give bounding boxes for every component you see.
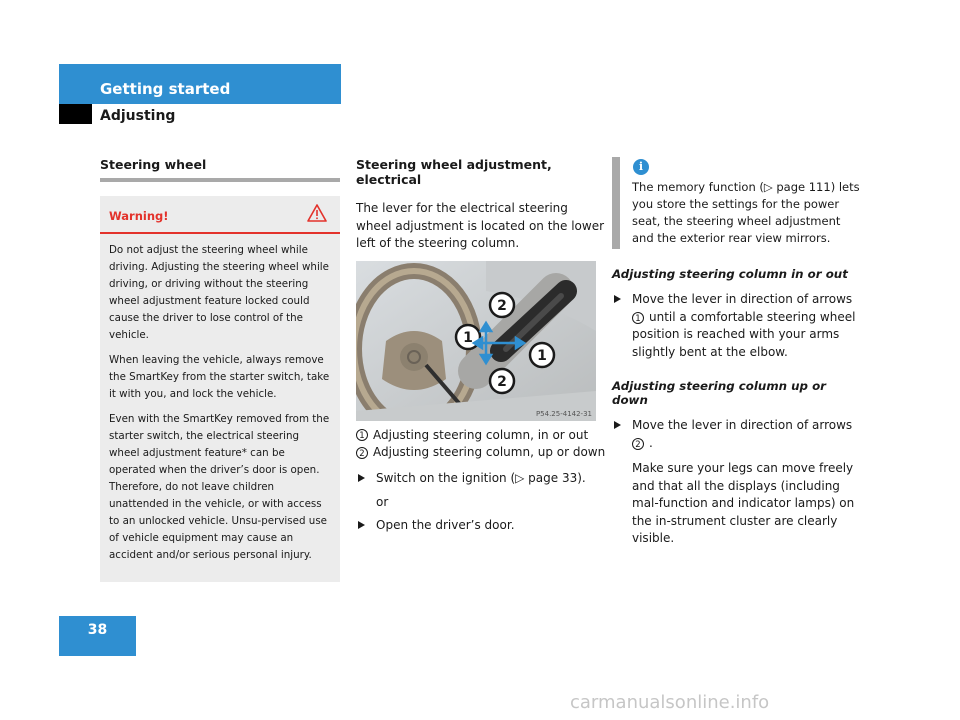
step-up-down-number: 2 [632,438,644,450]
step-in-out-number: 1 [632,312,644,324]
up-down-heading: Adjusting steering column up or down [612,379,826,407]
up-down-note: Make sure your legs can move freely and that all the displays (including mal-function and indicator lamps) on the in-strument cluster are clearly visible. [632,461,855,545]
steering-column-photo [356,261,596,421]
caption-2-number: 2 [356,447,368,459]
adjustment-heading: Steering wheel adjustment, electrical [356,157,552,187]
caption-1 [356,427,606,445]
page-number-box [59,616,136,656]
info-bar [612,157,620,249]
photo-callout-2-bottom: 2 [497,373,507,390]
caption-2 [356,444,606,462]
caption-1-text: Adjusting steering column, in or out [373,427,589,442]
info-note [612,157,862,249]
warning-paragraph-1: Do not adjust the steering wheel while driving. Adjusting the steering wheel while driving, or driving without the steering wheel adjustment feature locked could cause the driver to lose control of the vehicle. [109,244,330,341]
step-up-down [612,417,862,452]
bullet-triangle-icon [358,474,365,482]
section-rule [100,178,340,182]
adjustment-intro: The lever for the electrical steering wheel adjustment is located on the lower left of the steering column. [356,201,605,250]
warning-title: Warning! [109,209,169,223]
photo-callout-1-right: 1 [537,347,547,364]
section-title: Getting started [100,80,231,98]
step-ignition [356,470,606,488]
step-door-text: Open the driver’s door. [376,518,515,532]
caption-1-number: 1 [356,429,368,441]
in-out-heading: Adjusting steering column in or out [612,267,848,281]
photo-callout-2-top: 2 [497,297,507,314]
watermark: carmanualsonline.info [570,692,770,713]
photo-code: P54.25-4142-31 [535,409,592,418]
warning-paragraph-3: Even with the SmartKey removed from the starter switch, the electrical steering wheel adjustment feature* can be operated when the driver’s door is open. Therefore, do not leave children unattended in the vehicle, or with access to an unlocked vehicle. Unsu-pervised use of vehicle equipment may cause an accident and/or serious personal injury. [109,413,330,561]
step-in-out [612,291,862,361]
step-up-down-after: . [649,435,653,450]
bullet-triangle-icon [614,295,621,303]
header-marker [59,104,92,124]
info-icon: i [633,159,649,175]
subsection-title: Adjusting [100,108,176,124]
step-in-out-after: until a comfortable steering wheel position is reached with your arms slightly bent at the elbow. [632,309,856,359]
caption-2-text: Adjusting steering column, up or down [373,445,606,459]
steering-wheel-illustration [356,261,596,421]
page-number: 38 [87,622,108,638]
photo-captions [356,427,606,462]
middle-column [356,157,606,535]
step-up-down-before: Move the lever in direction of arrows [632,418,853,432]
bullet-triangle-icon [614,421,621,429]
left-column [100,157,340,582]
step-door [356,517,606,535]
warning-triangle-icon [307,204,327,226]
info-text: The memory function (▷ page 111) lets you store the settings for the power seat, the steering wheel adjustment and the exterior rear view mirrors. [632,180,860,245]
bullet-triangle-icon [358,521,365,529]
step-ignition-text: Switch on the ignition (▷ page 33). [376,470,586,485]
right-column [612,157,862,548]
warning-paragraph-2: When leaving the vehicle, always remove the SmartKey from the starter switch, take it with you, and lock the vehicle. [109,354,330,400]
step-in-out-before: Move the lever in direction of arrows [632,292,853,306]
warning-header [100,196,340,234]
warning-box [100,196,340,582]
photo-callout-1-left: 1 [463,329,473,346]
steering-wheel-heading: Steering wheel [100,157,207,172]
or-text: or [376,495,389,509]
